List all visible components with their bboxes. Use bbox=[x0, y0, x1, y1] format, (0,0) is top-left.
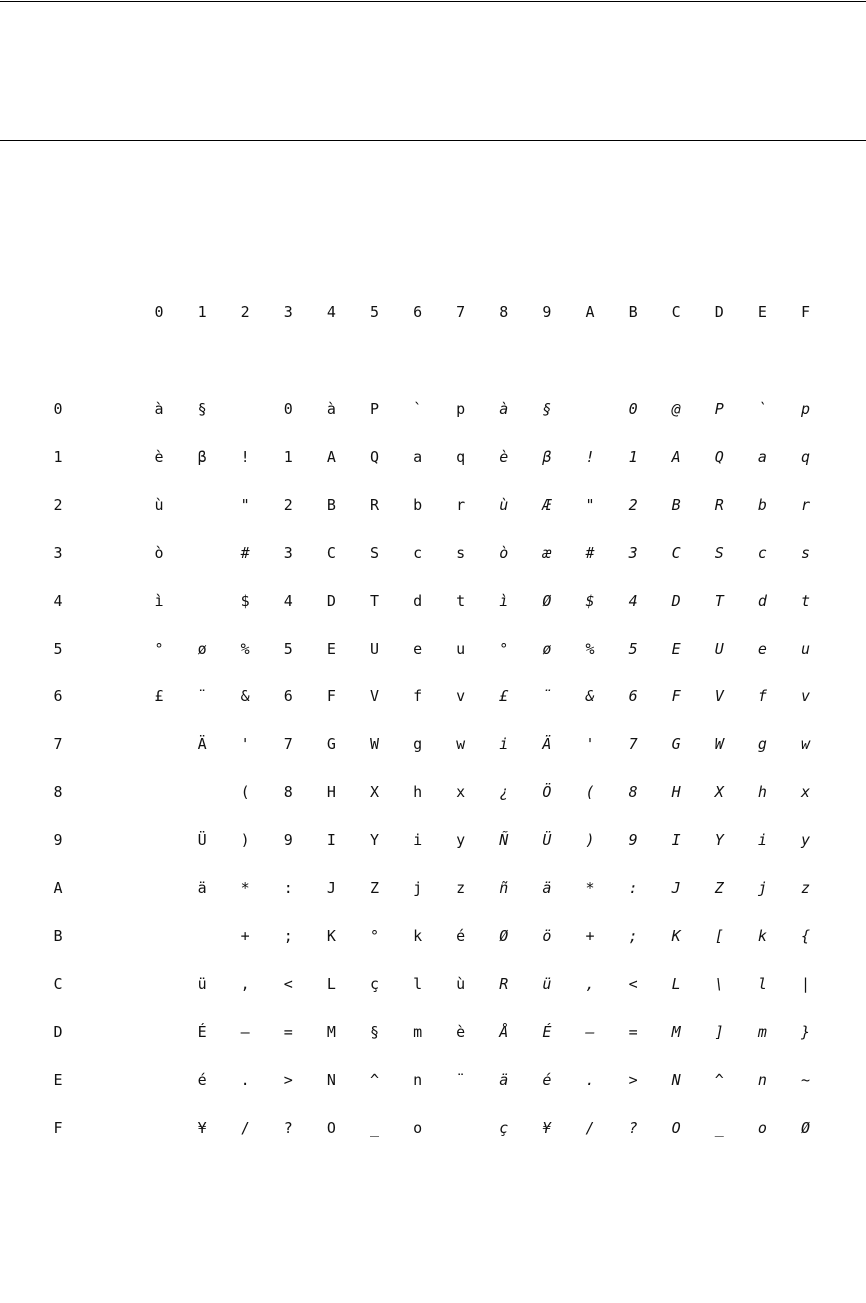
char-cell: É bbox=[542, 1022, 552, 1041]
char-cell: A bbox=[326, 447, 336, 466]
char-cell bbox=[144, 1068, 174, 1092]
char-cell: % bbox=[240, 639, 250, 658]
char-cell: e bbox=[757, 639, 767, 658]
char-cell: 0 bbox=[628, 400, 638, 418]
char-cell: ù bbox=[499, 495, 509, 514]
char-cell: U bbox=[369, 639, 380, 658]
row-header: 5 bbox=[53, 639, 63, 658]
char-cell: * bbox=[240, 879, 250, 897]
char-cell: 9 bbox=[283, 831, 293, 850]
char-cell: R bbox=[499, 974, 509, 993]
char-cell: Z bbox=[369, 879, 380, 897]
char-cell: b bbox=[413, 495, 423, 514]
char-cell: n bbox=[757, 1070, 767, 1089]
char-cell: ü bbox=[542, 974, 552, 993]
char-cell: w bbox=[800, 735, 811, 754]
char-cell: ø bbox=[542, 639, 552, 658]
char-cell: ~ bbox=[800, 1070, 811, 1089]
char-cell: ] bbox=[714, 1022, 724, 1041]
char-cell: % bbox=[585, 639, 595, 658]
char-cell: ; bbox=[283, 926, 293, 945]
char-cell: : bbox=[628, 879, 638, 897]
char-cell: à bbox=[154, 400, 164, 418]
char-cell: Ö bbox=[542, 783, 552, 802]
column-header: 4 bbox=[326, 303, 336, 321]
char-cell: ° bbox=[499, 639, 509, 658]
char-cell: d bbox=[757, 591, 767, 610]
char-cell: N bbox=[326, 1070, 336, 1089]
char-cell: 2 bbox=[628, 495, 638, 514]
char-cell bbox=[144, 780, 174, 804]
char-cell: ! bbox=[240, 447, 250, 466]
char-cell: i bbox=[413, 831, 423, 850]
char-cell: q bbox=[456, 447, 466, 466]
char-cell: æ bbox=[542, 543, 552, 562]
char-cell: Ä bbox=[542, 735, 552, 754]
char-cell: , bbox=[585, 974, 595, 993]
char-cell: ì bbox=[154, 591, 164, 610]
column-header: 0 bbox=[154, 303, 164, 321]
column-header: 3 bbox=[283, 303, 293, 321]
char-cell: è bbox=[456, 1022, 466, 1041]
char-cell: 0 bbox=[283, 400, 293, 418]
row-header: B bbox=[53, 926, 63, 945]
char-cell: > bbox=[628, 1070, 638, 1089]
char-cell: ; bbox=[628, 926, 638, 945]
char-cell: p bbox=[800, 400, 811, 418]
char-cell: Ñ bbox=[499, 831, 509, 850]
column-header: 9 bbox=[542, 303, 552, 321]
column-header: A bbox=[585, 303, 595, 321]
row-header: E bbox=[53, 1070, 63, 1089]
char-cell: m bbox=[413, 1022, 423, 1041]
column-header: 6 bbox=[413, 303, 423, 321]
char-cell: 8 bbox=[283, 783, 293, 802]
char-cell: y bbox=[800, 831, 811, 850]
char-cell: A bbox=[671, 447, 681, 466]
char-cell: v bbox=[456, 687, 466, 706]
char-cell: ^ bbox=[714, 1070, 724, 1089]
char-cell: ` bbox=[413, 400, 423, 418]
row-header: D bbox=[53, 1022, 63, 1041]
char-cell: T bbox=[714, 591, 724, 610]
char-cell: ì bbox=[499, 591, 509, 610]
char-cell: ò bbox=[154, 543, 164, 562]
char-cell: Ø bbox=[499, 926, 509, 945]
char-cell: 6 bbox=[628, 687, 638, 706]
char-cell: ç bbox=[499, 1118, 509, 1137]
char-cell: v bbox=[800, 687, 811, 706]
char-cell: Q bbox=[714, 447, 724, 466]
char-cell: m bbox=[757, 1022, 767, 1041]
char-cell: + bbox=[585, 926, 595, 945]
char-cell: h bbox=[757, 783, 767, 802]
char-cell: r bbox=[800, 495, 811, 514]
char-cell: Z bbox=[714, 879, 724, 897]
char-cell: . bbox=[585, 1070, 595, 1089]
char-cell: P bbox=[369, 400, 380, 418]
char-cell: k bbox=[413, 926, 423, 945]
char-cell bbox=[144, 828, 174, 852]
char-cell: B bbox=[671, 495, 681, 514]
char-cell: F bbox=[326, 687, 336, 706]
char-cell: q bbox=[800, 447, 811, 466]
char-cell: D bbox=[671, 591, 681, 610]
char-cell: ü bbox=[197, 974, 207, 993]
char-cell: V bbox=[714, 687, 724, 706]
row-header: 8 bbox=[53, 783, 63, 802]
char-cell: Ü bbox=[197, 831, 207, 850]
char-cell: j bbox=[757, 879, 767, 897]
char-cell: , bbox=[240, 974, 250, 993]
char-cell: ù bbox=[154, 495, 164, 514]
char-cell: t bbox=[800, 591, 811, 610]
char-cell: _ bbox=[714, 1118, 724, 1137]
char-cell: T bbox=[369, 591, 380, 610]
char-cell: O bbox=[326, 1118, 336, 1137]
char-cell bbox=[230, 397, 260, 421]
char-cell: § bbox=[369, 1022, 380, 1041]
row-header: F bbox=[53, 1118, 63, 1137]
char-cell: L bbox=[326, 974, 336, 993]
char-cell: M bbox=[671, 1022, 681, 1041]
char-cell: f bbox=[757, 687, 767, 706]
char-cell: s bbox=[456, 543, 466, 562]
char-cell: ° bbox=[154, 639, 164, 658]
char-cell: l bbox=[757, 974, 767, 993]
char-cell bbox=[187, 589, 217, 613]
char-cell: V bbox=[369, 687, 380, 706]
char-cell: 6 bbox=[283, 687, 293, 706]
header-rule bbox=[0, 140, 866, 141]
char-cell: = bbox=[628, 1022, 638, 1041]
char-cell: ¨ bbox=[542, 687, 552, 706]
char-cell: – bbox=[240, 1022, 250, 1041]
char-cell: / bbox=[585, 1118, 595, 1137]
column-header: 5 bbox=[369, 303, 380, 321]
char-cell: ç bbox=[369, 974, 380, 993]
row-header: 1 bbox=[53, 447, 63, 466]
char-cell: ø bbox=[197, 639, 207, 658]
column-header: D bbox=[714, 303, 724, 321]
char-cell: L bbox=[671, 974, 681, 993]
char-cell: C bbox=[671, 543, 681, 562]
char-cell: r bbox=[456, 495, 466, 514]
char-cell: è bbox=[499, 447, 509, 466]
char-cell: b bbox=[757, 495, 767, 514]
char-cell: 3 bbox=[628, 543, 638, 562]
char-cell: 4 bbox=[283, 591, 293, 610]
char-cell: o bbox=[413, 1118, 423, 1137]
row-header: 2 bbox=[53, 495, 63, 514]
column-header: 1 bbox=[197, 303, 207, 321]
char-cell bbox=[144, 1116, 174, 1140]
column-header: B bbox=[628, 303, 638, 321]
char-cell: £ bbox=[154, 687, 164, 706]
row-header: 4 bbox=[53, 591, 63, 610]
char-cell: c bbox=[413, 543, 423, 562]
char-cell: G bbox=[326, 735, 336, 754]
char-cell: S bbox=[714, 543, 724, 562]
char-cell: g bbox=[757, 735, 767, 754]
char-cell: = bbox=[283, 1022, 293, 1041]
char-cell: W bbox=[369, 735, 380, 754]
char-cell: / bbox=[240, 1118, 250, 1137]
char-cell: z bbox=[800, 879, 811, 897]
char-cell: ) bbox=[585, 831, 595, 850]
char-cell: : bbox=[283, 879, 293, 897]
column-header: 8 bbox=[499, 303, 509, 321]
char-cell: " bbox=[240, 495, 250, 514]
char-cell bbox=[187, 541, 217, 565]
char-cell: a bbox=[413, 447, 423, 466]
char-cell: 4 bbox=[628, 591, 638, 610]
char-cell: | bbox=[800, 974, 811, 993]
char-cell: X bbox=[714, 783, 724, 802]
char-cell: a bbox=[757, 447, 767, 466]
char-cell: § bbox=[197, 400, 207, 418]
char-cell: à bbox=[326, 400, 336, 418]
char-cell: β bbox=[197, 447, 207, 466]
char-cell: Ø bbox=[800, 1118, 811, 1137]
char-cell: ! bbox=[585, 447, 595, 466]
char-cell bbox=[187, 924, 217, 948]
char-cell: M bbox=[326, 1022, 336, 1041]
char-cell: g bbox=[413, 735, 423, 754]
char-cell bbox=[144, 1020, 174, 1044]
char-cell: ( bbox=[240, 783, 250, 802]
char-cell: c bbox=[757, 543, 767, 562]
char-cell: 9 bbox=[628, 831, 638, 850]
char-cell: ä bbox=[197, 879, 207, 897]
char-cell: d bbox=[413, 591, 423, 610]
row-header: 6 bbox=[53, 687, 63, 706]
char-cell bbox=[575, 397, 605, 421]
char-cell: ? bbox=[628, 1118, 638, 1137]
char-cell: > bbox=[283, 1070, 293, 1089]
char-cell: é bbox=[456, 926, 466, 945]
row-header: A bbox=[53, 879, 63, 897]
char-cell: y bbox=[456, 831, 466, 850]
char-cell: ' bbox=[585, 735, 595, 754]
char-cell: 5 bbox=[283, 639, 293, 658]
char-cell bbox=[144, 732, 174, 756]
char-cell: " bbox=[585, 495, 595, 514]
char-cell: l bbox=[413, 974, 423, 993]
char-cell: J bbox=[671, 879, 681, 897]
char-cell: N bbox=[671, 1070, 681, 1089]
char-cell: i bbox=[757, 831, 767, 850]
char-cell: W bbox=[714, 735, 724, 754]
char-cell: Ü bbox=[542, 831, 552, 850]
char-cell: # bbox=[240, 543, 250, 562]
char-cell: O bbox=[671, 1118, 681, 1137]
char-cell: J bbox=[326, 879, 336, 897]
column-header: 2 bbox=[240, 303, 250, 321]
char-cell: j bbox=[413, 879, 423, 897]
char-cell: w bbox=[456, 735, 466, 754]
char-cell: { bbox=[800, 926, 811, 945]
char-cell: ñ bbox=[499, 879, 509, 897]
char-cell: ' bbox=[240, 735, 250, 754]
char-cell: Æ bbox=[542, 495, 552, 514]
char-cell: U bbox=[714, 639, 724, 658]
char-cell: n bbox=[413, 1070, 423, 1089]
char-cell: ^ bbox=[369, 1070, 380, 1089]
char-cell: . bbox=[240, 1070, 250, 1089]
column-header: 7 bbox=[456, 303, 466, 321]
char-cell: \ bbox=[714, 974, 724, 993]
char-cell: ° bbox=[369, 926, 380, 945]
char-cell: Y bbox=[714, 831, 724, 850]
char-cell: x bbox=[800, 783, 811, 802]
char-cell: & bbox=[240, 687, 250, 706]
row-header: 3 bbox=[53, 543, 63, 562]
char-cell: & bbox=[585, 687, 595, 706]
char-cell: β bbox=[542, 447, 552, 466]
char-cell: } bbox=[800, 1022, 811, 1041]
char-cell: f bbox=[413, 687, 423, 706]
char-cell: @ bbox=[671, 400, 681, 418]
char-cell: u bbox=[456, 639, 466, 658]
char-cell: è bbox=[154, 447, 164, 466]
char-cell: § bbox=[542, 400, 552, 418]
char-cell: K bbox=[671, 926, 681, 945]
char-cell: B bbox=[326, 495, 336, 514]
char-cell: + bbox=[240, 926, 250, 945]
char-cell: R bbox=[369, 495, 380, 514]
char-cell: G bbox=[671, 735, 681, 754]
char-cell: * bbox=[585, 879, 595, 897]
char-cell bbox=[144, 876, 174, 900]
char-cell: C bbox=[326, 543, 336, 562]
char-cell: F bbox=[671, 687, 681, 706]
char-cell bbox=[144, 924, 174, 948]
char-cell: Y bbox=[369, 831, 380, 850]
char-cell: é bbox=[542, 1070, 552, 1089]
char-cell bbox=[144, 972, 174, 996]
char-cell: ¥ bbox=[197, 1118, 207, 1137]
char-cell: _ bbox=[369, 1118, 380, 1137]
char-cell: é bbox=[197, 1070, 207, 1089]
char-cell: Ä bbox=[197, 735, 207, 754]
char-cell: 3 bbox=[283, 543, 293, 562]
char-cell: ¥ bbox=[542, 1118, 552, 1137]
char-cell: < bbox=[628, 974, 638, 993]
char-cell: s bbox=[800, 543, 811, 562]
char-cell: S bbox=[369, 543, 380, 562]
char-cell: ¿ bbox=[499, 783, 509, 802]
char-cell: E bbox=[671, 639, 681, 658]
char-cell: Q bbox=[369, 447, 380, 466]
char-cell: ¨ bbox=[456, 1070, 466, 1089]
char-cell: E bbox=[326, 639, 336, 658]
row-header: 0 bbox=[53, 400, 63, 418]
char-cell: < bbox=[283, 974, 293, 993]
char-cell: h bbox=[413, 783, 423, 802]
char-cell: I bbox=[326, 831, 336, 850]
char-cell: X bbox=[369, 783, 380, 802]
char-cell: R bbox=[714, 495, 724, 514]
column-header: E bbox=[757, 303, 767, 321]
char-cell: I bbox=[671, 831, 681, 850]
char-cell: # bbox=[585, 543, 595, 562]
char-cell: 2 bbox=[283, 495, 293, 514]
char-cell: z bbox=[456, 879, 466, 897]
char-cell: ¨ bbox=[197, 687, 207, 706]
char-cell: [ bbox=[714, 926, 724, 945]
char-cell: ` bbox=[757, 400, 767, 418]
char-cell: £ bbox=[499, 687, 509, 706]
column-header: C bbox=[671, 303, 681, 321]
char-cell: ò bbox=[499, 543, 509, 562]
char-cell: $ bbox=[585, 591, 595, 610]
char-cell: i bbox=[499, 735, 509, 754]
char-cell: ù bbox=[456, 974, 466, 993]
char-cell bbox=[187, 493, 217, 517]
char-cell: 8 bbox=[628, 783, 638, 802]
char-cell: 5 bbox=[628, 639, 638, 658]
char-cell: à bbox=[499, 400, 509, 418]
char-cell: 7 bbox=[628, 735, 638, 754]
char-cell: u bbox=[800, 639, 811, 658]
char-cell: $ bbox=[240, 591, 250, 610]
char-cell: K bbox=[326, 926, 336, 945]
char-cell: P bbox=[714, 400, 724, 418]
char-cell: ? bbox=[283, 1118, 293, 1137]
char-cell: ( bbox=[585, 783, 595, 802]
row-header: 9 bbox=[53, 831, 63, 850]
char-cell: ö bbox=[542, 926, 552, 945]
char-cell: D bbox=[326, 591, 336, 610]
char-cell: e bbox=[413, 639, 423, 658]
char-cell: É bbox=[197, 1022, 207, 1041]
char-cell: ä bbox=[499, 1070, 509, 1089]
char-cell: Ø bbox=[542, 591, 552, 610]
char-cell: x bbox=[456, 783, 466, 802]
row-header: C bbox=[53, 974, 63, 993]
char-cell: ) bbox=[240, 831, 250, 850]
char-cell: 7 bbox=[283, 735, 293, 754]
char-cell bbox=[187, 780, 217, 804]
char-cell: k bbox=[757, 926, 767, 945]
char-cell: H bbox=[326, 783, 336, 802]
char-cell: 1 bbox=[628, 447, 638, 466]
char-cell: – bbox=[585, 1022, 595, 1041]
char-cell: H bbox=[671, 783, 681, 802]
char-cell: 1 bbox=[283, 447, 293, 466]
char-cell: Å bbox=[499, 1022, 509, 1041]
char-cell: p bbox=[456, 400, 466, 418]
char-cell: o bbox=[757, 1118, 767, 1137]
char-cell bbox=[446, 1116, 476, 1140]
char-cell: ä bbox=[542, 879, 552, 897]
top-rule bbox=[0, 1, 866, 2]
char-cell: t bbox=[456, 591, 466, 610]
column-header: F bbox=[800, 303, 811, 321]
row-header: 7 bbox=[53, 735, 63, 754]
